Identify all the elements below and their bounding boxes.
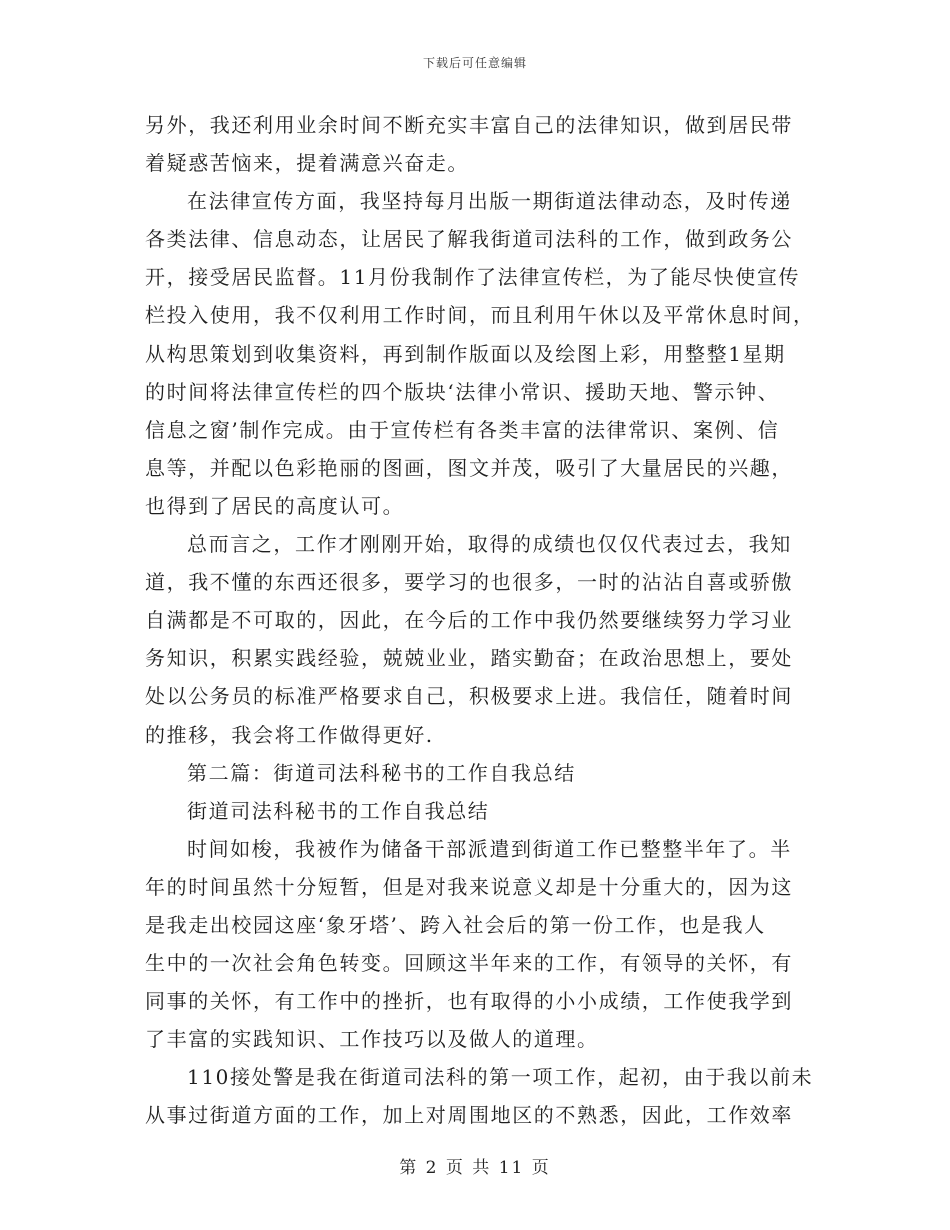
text-line: 从构思策划到收集资料，再到制作版面以及绘图上彩，用整整1星期 — [145, 341, 786, 366]
text-line: 着疑惑苦恼来，提着满意兴奋走。 — [145, 151, 469, 176]
text-line: 第二篇：街道司法科秘书的工作自我总结 — [187, 760, 576, 785]
text-line: 信息之窗’制作完成。由于宣传栏有各类丰富的法律常识、案例、信 — [145, 417, 780, 442]
text-line: 是我走出校园这座‘象牙塔’、跨入社会后的第一份工作，也是我人 — [145, 912, 766, 937]
text-line: 生中的一次社会角色转变。回顾这半年来的工作，有领导的关怀，有 — [145, 951, 793, 976]
text-line: 道，我不懂的东西还很多，要学习的也很多，一时的沾沾自喜或骄傲 — [145, 570, 793, 595]
text-line: 的推移，我会将工作做得更好. — [145, 722, 434, 747]
text-line: 总而言之，工作才刚刚开始，取得的成绩也仅仅代表过去，我知 — [187, 532, 792, 557]
text-line: 自满都是不可取的，因此，在今后的工作中我仍然要继续努力学习业 — [145, 608, 793, 633]
text-line: 栏投入使用，我不仅利用工作时间，而且利用午休以及平常休息时间， — [145, 303, 815, 328]
document-body — [145, 106, 815, 1135]
text-line: 另外，我还利用业余时间不断充实丰富自己的法律知识，做到居民带 — [145, 113, 793, 137]
text-line: 也得到了居民的高度认可。 — [145, 493, 405, 518]
text-line: 的时间将法律宣传栏的四个版块‘法律小常识、援助天地、警示钟、 — [145, 379, 780, 404]
text-line: 街道司法科秘书的工作自我总结 — [187, 798, 490, 823]
text-line: 务知识，积累实践经验，兢兢业业，踏实勤奋；在政治思想上，要处 — [145, 646, 793, 671]
text-line: 各类法律、信息动态，让居民了解我街道司法科的工作，做到政务公 — [145, 227, 793, 252]
text-line: 同事的关怀，有工作中的挫折，也有取得的小小成绩，工作使我学到 — [145, 989, 793, 1014]
text-line: 从事过街道方面的工作，加上对周围地区的不熟悉，因此，工作效率 — [145, 1103, 793, 1128]
text-line: 年的时间虽然十分短暂，但是对我来说意义却是十分重大的，因为这 — [145, 874, 793, 899]
page-footer: 第 2 页 共 11 页 — [399, 1158, 551, 1178]
page-header: 下载后可任意编辑 — [422, 56, 527, 70]
text-line: 了丰富的实践知识、工作技巧以及做人的道理。 — [145, 1027, 599, 1052]
text-line: 时间如梭，我被作为储备干部派遣到街道工作已整整半年了。半 — [187, 836, 792, 861]
text-line: 110接处警是我在街道司法科的第一项工作，起初，由于我以前未 — [187, 1065, 814, 1090]
text-line: 在法律宣传方面，我坚持每月出版一期街道法律动态，及时传递 — [187, 189, 792, 214]
text-line: 处以公务员的标准严格要求自己，积极要求上进。我信任，随着时间 — [145, 684, 793, 709]
text-line: 息等，并配以色彩艳丽的图画，图文并茂，吸引了大量居民的兴趣， — [145, 455, 793, 480]
text-line: 开，接受居民监督。11月份我制作了法律宣传栏，为了能尽快使宣传 — [145, 265, 801, 290]
